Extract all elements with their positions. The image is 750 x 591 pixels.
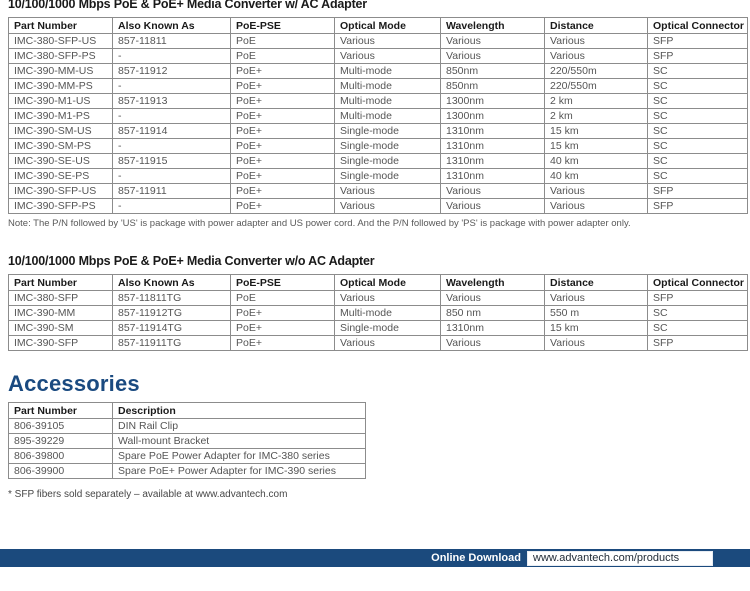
table-row xyxy=(9,79,748,94)
table-cell: Wall-mount Bracket xyxy=(113,434,366,449)
sfp-footnote: * SFP fibers sold separately – available at www.advantech.com xyxy=(8,489,288,500)
table-cell: 220/550m xyxy=(545,79,648,94)
column-header: Part Number xyxy=(9,275,113,291)
table-cell: Various xyxy=(335,34,441,49)
table-cell: SFP xyxy=(648,336,748,351)
table-cell: DIN Rail Clip xyxy=(113,419,366,434)
table-cell: PoE+ xyxy=(231,64,335,79)
table-cell: 40 km xyxy=(545,154,648,169)
package-note: Note: The P/N followed by 'US' is package with power adapter and US power cord. And the P/N followed by 'PS' is package with power adapter only. xyxy=(8,218,631,229)
table-cell: 857-11914TG xyxy=(113,321,231,336)
table-cell: Various xyxy=(441,336,545,351)
table-cell: 857-11912 xyxy=(113,64,231,79)
table-row xyxy=(9,124,748,139)
table-cell: Single-mode xyxy=(335,124,441,139)
table-cell: IMC-390-MM xyxy=(9,306,113,321)
table-cell: Various xyxy=(335,199,441,214)
table-cell: 15 km xyxy=(545,124,648,139)
table-cell: 40 km xyxy=(545,169,648,184)
table-row xyxy=(9,336,748,351)
table-cell: PoE+ xyxy=(231,109,335,124)
table-cell: 850nm xyxy=(441,79,545,94)
table-row xyxy=(9,199,748,214)
table-cell: SC xyxy=(648,124,748,139)
table-cell: 1310nm xyxy=(441,124,545,139)
column-header: Optical Connector xyxy=(648,18,748,34)
table-cell: 15 km xyxy=(545,321,648,336)
table-cell: SC xyxy=(648,79,748,94)
table-cell: PoE+ xyxy=(231,199,335,214)
column-header: Wavelength xyxy=(441,275,545,291)
column-header: Optical Connector xyxy=(648,275,748,291)
table-row xyxy=(9,154,748,169)
table-cell: SC xyxy=(648,139,748,154)
table-cell: Various xyxy=(545,49,648,64)
table-cell: IMC-390-M1-US xyxy=(9,94,113,109)
column-header: Also Known As xyxy=(113,18,231,34)
table-cell: SC xyxy=(648,64,748,79)
column-header: Optical Mode xyxy=(335,18,441,34)
table-cell: Single-mode xyxy=(335,139,441,154)
table-cell: 1300nm xyxy=(441,109,545,124)
table-row xyxy=(9,321,748,336)
table-cell: SC xyxy=(648,321,748,336)
table-cell: Various xyxy=(335,291,441,306)
table-cell: Various xyxy=(545,34,648,49)
accessories-table xyxy=(8,402,366,479)
table-cell: SFP xyxy=(648,291,748,306)
table-cell: PoE xyxy=(231,291,335,306)
table-cell: PoE+ xyxy=(231,139,335,154)
table-with-adapter xyxy=(8,17,748,214)
table-cell: Various xyxy=(335,49,441,64)
table-cell: 857-11811 xyxy=(113,34,231,49)
column-header: Distance xyxy=(545,275,648,291)
table-cell: IMC-390-SE-US xyxy=(9,154,113,169)
table-cell: Various xyxy=(441,49,545,64)
column-header: Description xyxy=(113,403,366,419)
table-row xyxy=(9,94,748,109)
table-cell: 1310nm xyxy=(441,139,545,154)
table-cell: SFP xyxy=(648,184,748,199)
table-cell: Various xyxy=(545,291,648,306)
table-row xyxy=(9,449,366,464)
table-cell: 857-11811TG xyxy=(113,291,231,306)
table-cell: Multi-mode xyxy=(335,79,441,94)
table-cell: 1310nm xyxy=(441,154,545,169)
table-cell: - xyxy=(113,139,231,154)
table-cell: PoE+ xyxy=(231,154,335,169)
table-cell: PoE xyxy=(231,34,335,49)
column-header: PoE-PSE xyxy=(231,275,335,291)
table-cell: Various xyxy=(441,34,545,49)
column-header: PoE-PSE xyxy=(231,18,335,34)
column-header: Part Number xyxy=(9,18,113,34)
table-row xyxy=(9,49,748,64)
table-header-row xyxy=(9,403,366,419)
column-header: Part Number xyxy=(9,403,113,419)
table-cell: Multi-mode xyxy=(335,94,441,109)
table-cell: IMC-380-SFP-PS xyxy=(9,49,113,64)
table-cell: Various xyxy=(441,199,545,214)
table-cell: 15 km xyxy=(545,139,648,154)
table-cell: Various xyxy=(335,336,441,351)
table-row xyxy=(9,64,748,79)
table-cell: PoE+ xyxy=(231,124,335,139)
table-cell: - xyxy=(113,169,231,184)
table-cell: IMC-380-SFP-US xyxy=(9,34,113,49)
table-row xyxy=(9,419,366,434)
table-cell: Spare PoE Power Adapter for IMC-380 series xyxy=(113,449,366,464)
table-cell: Single-mode xyxy=(335,169,441,184)
table-cell: SC xyxy=(648,306,748,321)
table-cell: 895-39229 xyxy=(9,434,113,449)
table-cell: Various xyxy=(441,291,545,306)
table-row xyxy=(9,184,748,199)
table-cell: - xyxy=(113,49,231,64)
table-cell: 550 m xyxy=(545,306,648,321)
table-cell: IMC-390-SFP xyxy=(9,336,113,351)
column-header: Wavelength xyxy=(441,18,545,34)
table-header-row xyxy=(9,18,748,34)
table-cell: IMC-390-SM-US xyxy=(9,124,113,139)
online-download-label: Online Download xyxy=(431,552,521,564)
table-cell: Various xyxy=(545,199,648,214)
table-cell: 857-11914 xyxy=(113,124,231,139)
table-cell: SC xyxy=(648,154,748,169)
table-cell: IMC-390-SM-PS xyxy=(9,139,113,154)
table-cell: SFP xyxy=(648,34,748,49)
table-row xyxy=(9,139,748,154)
table-cell: IMC-390-SM xyxy=(9,321,113,336)
table-cell: SC xyxy=(648,94,748,109)
table-cell: - xyxy=(113,79,231,94)
table-cell: PoE+ xyxy=(231,321,335,336)
table-cell: Various xyxy=(441,184,545,199)
table-row xyxy=(9,464,366,479)
table-cell: IMC-380-SFP xyxy=(9,291,113,306)
download-url-text[interactable]: www.advantech.com/products xyxy=(533,552,680,564)
table-cell: Spare PoE+ Power Adapter for IMC-390 series xyxy=(113,464,366,479)
table-cell: Multi-mode xyxy=(335,306,441,321)
table-cell: 857-11911 xyxy=(113,184,231,199)
table-cell: SC xyxy=(648,169,748,184)
table-cell: 806-39900 xyxy=(9,464,113,479)
table-cell: PoE+ xyxy=(231,336,335,351)
table-cell: Various xyxy=(545,184,648,199)
table-cell: Various xyxy=(335,184,441,199)
table-cell: 1310nm xyxy=(441,169,545,184)
table-cell: 220/550m xyxy=(545,64,648,79)
table-cell: IMC-390-M1-PS xyxy=(9,109,113,124)
table-header-row xyxy=(9,275,748,291)
section-title-with-adapter: 10/100/1000 Mbps PoE & PoE+ Media Converter w/ AC Adapter xyxy=(8,0,367,11)
table-cell: 2 km xyxy=(545,109,648,124)
table-cell: - xyxy=(113,109,231,124)
column-header: Also Known As xyxy=(113,275,231,291)
column-header: Distance xyxy=(545,18,648,34)
table-cell: IMC-390-SE-PS xyxy=(9,169,113,184)
table-row xyxy=(9,169,748,184)
table-cell: Single-mode xyxy=(335,154,441,169)
table-cell: 2 km xyxy=(545,94,648,109)
table-without-adapter xyxy=(8,274,748,351)
table-cell: 850 nm xyxy=(441,306,545,321)
table-cell: IMC-390-MM-US xyxy=(9,64,113,79)
table-cell: SFP xyxy=(648,199,748,214)
table-cell: 806-39800 xyxy=(9,449,113,464)
table-cell: 857-11911TG xyxy=(113,336,231,351)
table-cell: 1300nm xyxy=(441,94,545,109)
table-cell: 857-11912TG xyxy=(113,306,231,321)
accessories-heading: Accessories xyxy=(8,371,140,396)
table-cell: 850nm xyxy=(441,64,545,79)
table-cell: SC xyxy=(648,109,748,124)
table-cell: 1310nm xyxy=(441,321,545,336)
table-row xyxy=(9,306,748,321)
section-title-without-adapter: 10/100/1000 Mbps PoE & PoE+ Media Converter w/o AC Adapter xyxy=(8,254,375,268)
download-url-box[interactable] xyxy=(527,551,713,566)
table-cell: Various xyxy=(545,336,648,351)
table-cell: 857-11913 xyxy=(113,94,231,109)
table-cell: PoE+ xyxy=(231,184,335,199)
table-cell: PoE+ xyxy=(231,169,335,184)
table-cell: PoE xyxy=(231,49,335,64)
table-cell: - xyxy=(113,199,231,214)
footer-download-bar xyxy=(0,549,750,567)
table-cell: PoE+ xyxy=(231,79,335,94)
table-row xyxy=(9,34,748,49)
table-cell: 857-11915 xyxy=(113,154,231,169)
table-cell: Single-mode xyxy=(335,321,441,336)
table-cell: 806-39105 xyxy=(9,419,113,434)
table-cell: Multi-mode xyxy=(335,64,441,79)
table-cell: PoE+ xyxy=(231,94,335,109)
table-cell: IMC-390-MM-PS xyxy=(9,79,113,94)
table-row xyxy=(9,291,748,306)
table-cell: Multi-mode xyxy=(335,109,441,124)
table-cell: IMC-390-SFP-US xyxy=(9,184,113,199)
column-header: Optical Mode xyxy=(335,275,441,291)
table-cell: PoE+ xyxy=(231,306,335,321)
table-row xyxy=(9,434,366,449)
table-cell: SFP xyxy=(648,49,748,64)
table-row xyxy=(9,109,748,124)
table-cell: IMC-390-SFP-PS xyxy=(9,199,113,214)
